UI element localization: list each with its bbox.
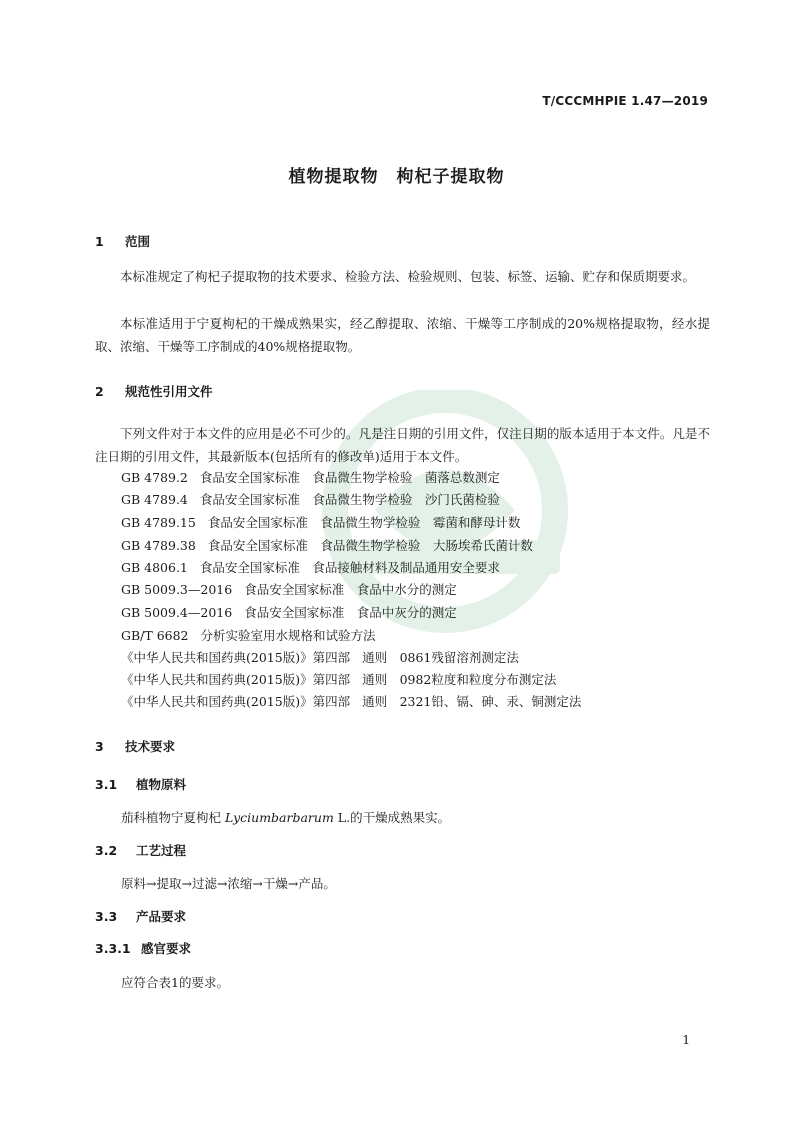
sensory-text: 应符合表1的要求。 <box>121 975 229 990</box>
section-heading-3 <box>95 737 175 755</box>
scope-paragraph-2: 本标准适用于宁夏枸杞的干燥成熟果实，经乙醇提取、浓缩、干燥等工序制成的20%规格提取物，经水提取、浓缩、干燥等工序制成的40%规格提取物。 <box>95 316 710 354</box>
reference-item: 《中华人民共和国药典(2015版)》第四部 通则 0861残留溶剂测定法 <box>121 650 519 665</box>
references-intro: 下列文件对于本文件的应用是必不可少的。凡是注日期的引用文件，仅注日期的版本适用于本文件。凡是不注日期的引用文件，其最新版本(包括所有的修改单)适用于本文件。 <box>95 426 710 464</box>
section-title: 技术要求 <box>125 739 176 754</box>
section-number: 3.3.1 <box>95 941 131 956</box>
section-heading-3-3-1 <box>95 939 191 957</box>
reference-item: GB 4806.1 食品安全国家标准 食品接触材料及制品通用安全要求 <box>121 560 500 575</box>
process-text: 原料→提取→过滤→浓缩→干燥→产品。 <box>121 876 336 891</box>
page-number: 1 <box>682 1033 690 1047</box>
section-number: 2 <box>95 384 104 399</box>
section-title: 植物原料 <box>136 777 187 792</box>
reference-item: 《中华人民共和国药典(2015版)》第四部 通则 2321铅、镉、砷、汞、铜测定法 <box>121 694 582 709</box>
reference-item: 《中华人民共和国药典(2015版)》第四部 通则 0982粒度和粒度分布测定法 <box>121 672 557 687</box>
reference-item: GB 4789.4 食品安全国家标准 食品微生物学检验 沙门氏菌检验 <box>121 492 500 507</box>
section-heading-3-1 <box>95 775 186 793</box>
document-title: 植物提取物 枸杞子提取物 <box>288 167 505 187</box>
standard-code: T/CCCMHPIE 1.47—2019 <box>542 94 708 108</box>
section-title: 感官要求 <box>141 941 192 956</box>
section-number: 3.2 <box>95 843 118 858</box>
reference-item: GB 4789.2 食品安全国家标准 食品微生物学检验 菌落总数测定 <box>121 470 500 485</box>
section-heading-3-3 <box>95 907 186 925</box>
scope-paragraph-1: 本标准规定了枸杞子提取物的技术要求、检验方法、检验规则、包装、标签、运输、贮存和保质期要求。 <box>120 269 696 284</box>
reference-item: GB 5009.3—2016 食品安全国家标准 食品中水分的测定 <box>121 582 457 597</box>
reference-item: GB 5009.4—2016 食品安全国家标准 食品中灰分的测定 <box>121 605 457 620</box>
section-number: 3.3 <box>95 909 118 924</box>
section-number: 3.1 <box>95 777 118 792</box>
raw-material-text: 茄科植物宁夏枸杞 Lyciumbarbarum L.的干燥成熟果实。 <box>121 810 451 825</box>
reference-item: GB 4789.15 食品安全国家标准 食品微生物学检验 霉菌和酵母计数 <box>121 515 521 530</box>
section-title: 规范性引用文件 <box>125 384 213 399</box>
section-title: 范围 <box>125 234 151 249</box>
section-heading-1 <box>95 232 150 250</box>
section-heading-3-2 <box>95 841 186 859</box>
section-heading-2 <box>95 382 213 400</box>
section-number: 1 <box>95 234 104 249</box>
section-title: 工艺过程 <box>136 843 187 858</box>
latin-name: Lyciumbarbarum <box>225 810 334 825</box>
section-number: 3 <box>95 739 104 754</box>
reference-item: GB/T 6682 分析实验室用水规格和试验方法 <box>121 628 376 643</box>
reference-item: GB 4789.38 食品安全国家标准 食品微生物学检验 大肠埃希氏菌计数 <box>121 538 533 553</box>
section-title: 产品要求 <box>136 909 187 924</box>
